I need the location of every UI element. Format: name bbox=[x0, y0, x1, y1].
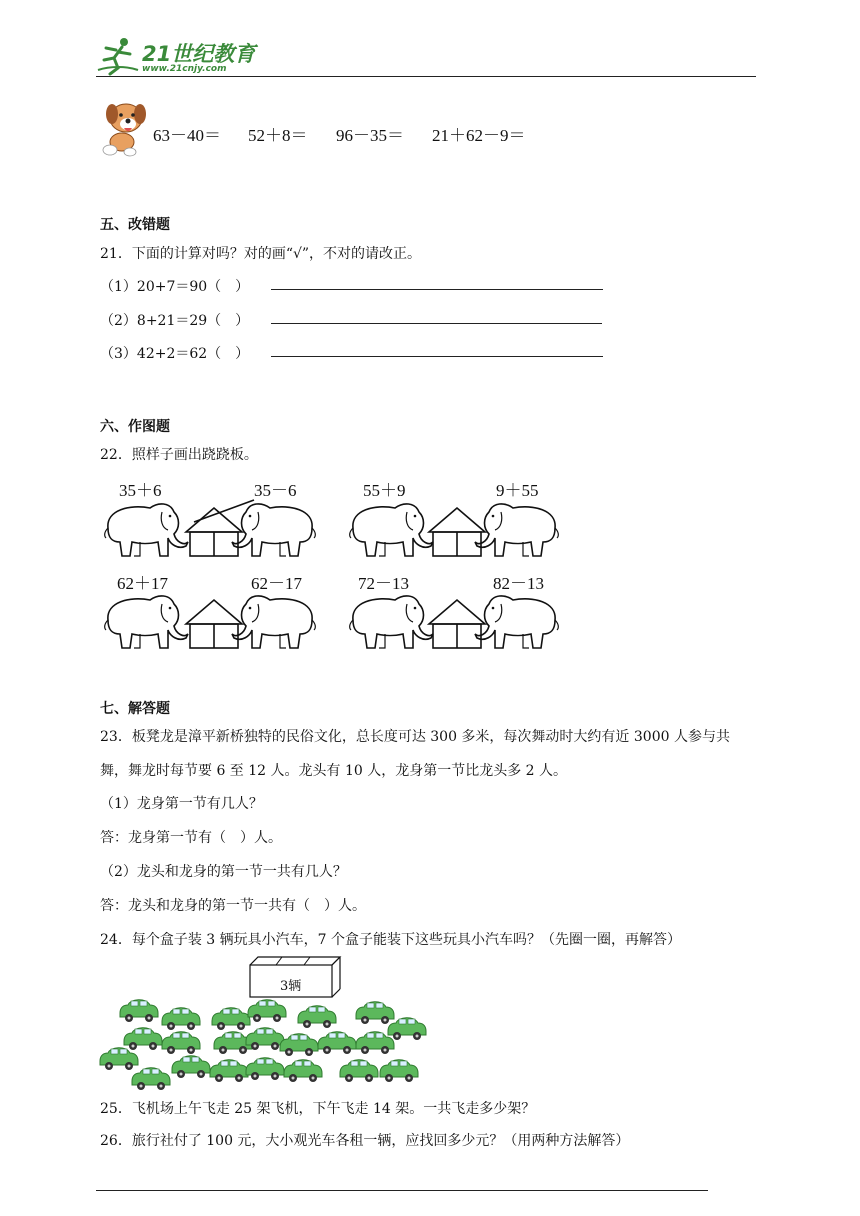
car-icon bbox=[172, 1056, 210, 1078]
seesaw-label: 72－13 bbox=[358, 574, 409, 593]
correction-item: （3）42+2＝62（ ） bbox=[100, 346, 250, 362]
logo-url: www.21cnjy.com bbox=[142, 64, 227, 74]
answer-line[interactable] bbox=[271, 346, 603, 357]
car-icon bbox=[246, 1058, 284, 1080]
calc-item: 63－40＝ bbox=[153, 126, 221, 145]
question-22: 22．照样子画出跷跷板。 bbox=[100, 447, 258, 463]
answer-line[interactable] bbox=[271, 313, 602, 324]
sub-question: （1）龙身第一节有几人？ bbox=[100, 796, 263, 812]
seesaw-label: 62－17 bbox=[251, 574, 302, 593]
header-logo bbox=[96, 36, 266, 80]
car-icon bbox=[124, 1028, 162, 1050]
car-icon bbox=[120, 1000, 158, 1022]
car-icon bbox=[210, 1060, 248, 1082]
question-21: 21．下面的计算对吗？对的画“√”，不对的请改正。 bbox=[100, 246, 422, 262]
seesaw-label: 35＋6 bbox=[119, 481, 162, 500]
car-icon bbox=[388, 1018, 426, 1040]
calc-item: 21＋62－9＝ bbox=[432, 126, 526, 145]
question-26: 26．旅行社付了 100 元，大小观光车各租一辆，应找回多少元？（用两种方法解答） bbox=[100, 1133, 630, 1149]
question-24: 24．每个盒子装 3 辆玩具小汽车，7 个盒子能装下这些玩具小汽车吗？（先圈一圈，再解答） bbox=[100, 932, 681, 948]
car-icon bbox=[318, 1032, 356, 1054]
car-icon bbox=[380, 1060, 418, 1082]
car-icon bbox=[132, 1068, 170, 1090]
answer-text[interactable]: 答：龙身第一节有（ ）人。 bbox=[100, 830, 282, 846]
calc-item: 96－35＝ bbox=[336, 126, 404, 145]
footer-rule bbox=[96, 1190, 708, 1191]
section-title: 七、解答题 bbox=[100, 701, 170, 717]
section-title: 五、改错题 bbox=[100, 217, 170, 233]
car-icon bbox=[162, 1008, 200, 1030]
seesaw-exercise[interactable] bbox=[100, 588, 320, 650]
answer-text[interactable]: 答：龙头和龙身的第一节一共有（ ）人。 bbox=[100, 898, 366, 914]
puppy-icon bbox=[100, 100, 150, 158]
seesaw-exercise[interactable] bbox=[345, 588, 565, 650]
section-title: 六、作图题 bbox=[100, 419, 170, 435]
seesaw-label: 55＋9 bbox=[363, 481, 406, 500]
car-icon bbox=[284, 1060, 322, 1082]
car-icon bbox=[340, 1060, 378, 1082]
question-23: 23．板凳龙是漳平新桥独特的民俗文化，总长度可达 300 多米，每次舞动时大约有近 3000 人参与共 bbox=[100, 729, 730, 745]
runner-icon bbox=[96, 36, 140, 76]
logo-text: 21世纪教育 bbox=[142, 42, 256, 66]
car-icon bbox=[162, 1032, 200, 1054]
car-icon bbox=[248, 1000, 286, 1022]
question-25: 25．飞机场上午飞走 25 架飞机，下午飞走 14 架。一共飞走多少架？ bbox=[100, 1101, 536, 1117]
seesaw-label: 9＋55 bbox=[496, 481, 539, 500]
seesaw-label: 35－6 bbox=[254, 481, 297, 500]
seesaw-example bbox=[100, 496, 320, 558]
car-icon bbox=[100, 1048, 138, 1070]
calc-item: 52＋8＝ bbox=[248, 126, 308, 145]
answer-line[interactable] bbox=[271, 279, 603, 290]
header-rule bbox=[96, 76, 756, 77]
car-icon bbox=[212, 1008, 250, 1030]
correction-item: （1）20+7＝90（ ） bbox=[100, 279, 250, 295]
box-label: 3辆 bbox=[280, 979, 302, 994]
car-group[interactable] bbox=[96, 995, 436, 1091]
correction-item: （2）8+21＝29（ ） bbox=[100, 313, 250, 329]
seesaw-label: 82－13 bbox=[493, 574, 544, 593]
car-icon bbox=[298, 1006, 336, 1028]
car-icon bbox=[356, 1002, 394, 1024]
seesaw-plank bbox=[194, 500, 254, 522]
question-23-cont: 舞，舞龙时每节要 6 至 12 人。龙头有 10 人，龙身第一节比龙头多 2 人。 bbox=[100, 763, 568, 779]
car-icon bbox=[280, 1034, 318, 1056]
sub-question: （2）龙头和龙身的第一节一共有几人？ bbox=[100, 864, 347, 880]
car-icon bbox=[246, 1028, 284, 1050]
seesaw-exercise[interactable] bbox=[345, 496, 565, 558]
seesaw-label: 62＋17 bbox=[117, 574, 168, 593]
